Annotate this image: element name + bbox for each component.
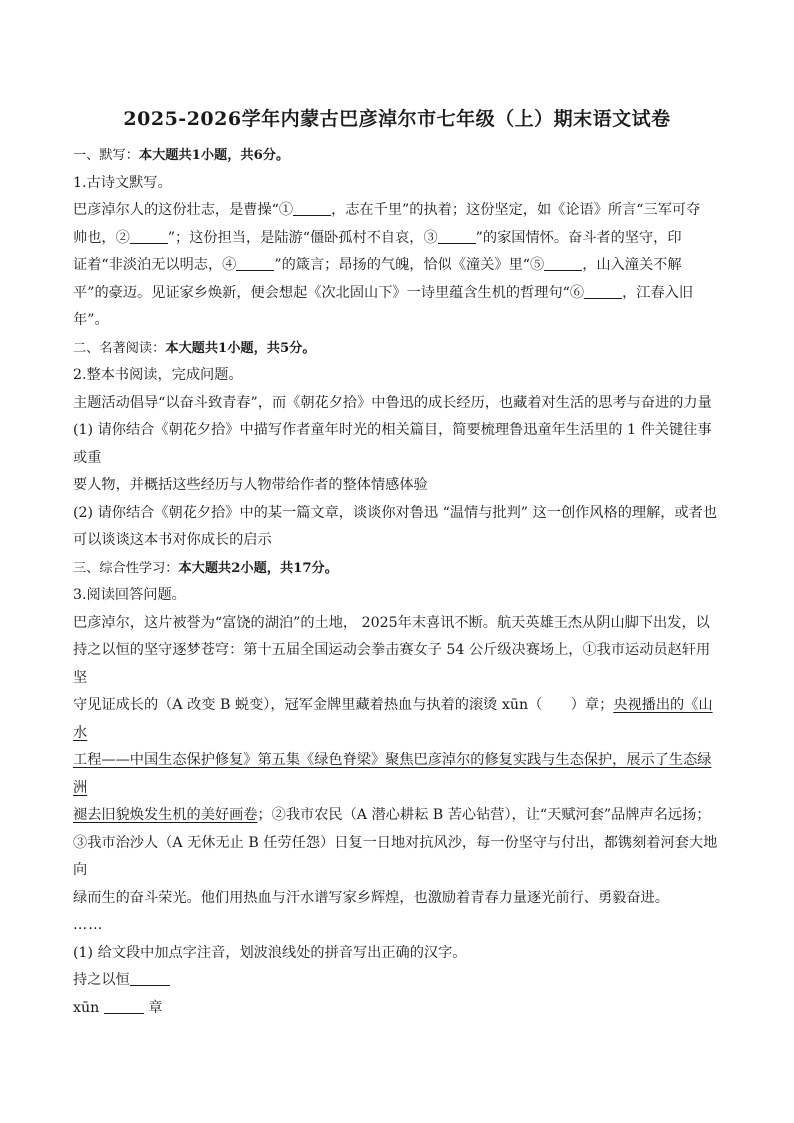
text: 巴彦淖尔人的这份壮志，是曹操“① <box>73 202 294 218</box>
text: 证着“非淡泊无以明志，④ <box>73 257 237 273</box>
ellipsis: …… <box>73 917 104 933</box>
blank-4[interactable] <box>236 256 274 271</box>
answer-line-1 <box>73 967 721 995</box>
section-detail: 本大题共2小题，共17分。 <box>178 560 338 576</box>
blank-6[interactable] <box>584 284 622 299</box>
answer-line-2 <box>73 995 721 1023</box>
section-prefix: 一、默写： <box>73 148 139 163</box>
question-stem-2: 2.整本书阅读，完成问题。 <box>73 367 243 383</box>
passage-line <box>73 692 721 747</box>
passage-line: 绿而生的奋斗荣光。他们用热血与汗水谱写家乡辉煌，也激励着青春力量逐光前行、勇毅奋进。 <box>73 889 669 906</box>
poem-line <box>73 252 721 280</box>
text: ”的箴言；昂扬的气魄，恰似《潼关》里“⑤ <box>274 257 545 273</box>
text: ”的家国情怀。奋斗者的坚守，印 <box>475 229 682 246</box>
underlined-text: 央视播出的《山水 <box>73 697 713 741</box>
subquestion-2-cont: 可以谈谈这本书对你成长的启示 <box>73 532 272 548</box>
text: xūn <box>73 999 100 1016</box>
exam-content <box>73 142 721 1022</box>
text: 守见证成长的（A 改变 B 蜕变），冠军金牌里藏着热血与执着的滚烫 xūn（ ）章； <box>73 697 614 713</box>
subquestion-3-1: (1) 给文段中加点字注音，划波浪线处的拼音写出正确的汉字。 <box>73 944 467 961</box>
question-stem-1: 1.古诗文默写。 <box>73 174 172 191</box>
blank-5[interactable] <box>544 256 582 271</box>
blank-3[interactable] <box>438 229 476 244</box>
passage-line: ③我市治沙人（A 无休无止 B 任劳任怨）日复一日地对抗风沙，每一份坚守与付出，都镌刻着河套大地向 <box>73 834 718 878</box>
subquestion-1: (1) 请你结合《朝花夕拾》中描写作者童年时光的相关篇目，简要梳理鲁迅童年生活里的 1 件关键往事或重 <box>73 422 712 466</box>
blank-2[interactable] <box>130 229 168 244</box>
answer-blank-2[interactable] <box>104 999 144 1014</box>
passage-line <box>73 802 721 830</box>
section-heading-1 <box>73 142 721 170</box>
section-prefix: 三、综合性学习： <box>73 560 179 576</box>
text: ，山入潼关不解 <box>582 257 682 273</box>
poem-line <box>73 225 721 253</box>
blank-1[interactable] <box>293 201 331 216</box>
text: ”；这份担当，是陆游“僵卧孤村不自哀，③ <box>167 229 438 246</box>
passage-line <box>73 747 721 802</box>
answer-blank-1[interactable] <box>130 971 170 986</box>
text: ，江春入旧 <box>622 284 694 301</box>
section-prefix: 二、名著阅读： <box>73 340 166 356</box>
subquestion-1-cont: 要人物，并概括这些经历与人物带给作者的整体情感体验 <box>73 477 428 493</box>
text: ，志在千里”的执着；这份坚定，如《论语》所言“三军可夺 <box>331 202 701 218</box>
underlined-text: 工程——中国生态保护修复》第五集《绿色脊梁》聚焦巴彦淖尔的修复实践与生态保护，展示了生态绿洲 <box>73 752 712 796</box>
section-detail: 本大题共1小题，共6分。 <box>138 148 290 163</box>
subquestion-2: (2) 请你结合《朝花夕拾》中的某一篇文章，谈谈你对鲁迅 “温情与批判” 这一创作风格的理解，或者也 <box>73 504 718 521</box>
text: 章 <box>148 999 163 1016</box>
poem-line <box>73 197 721 225</box>
passage-line: 持之以恒的坚守逐梦苍穹：第十五届全国运动会拳击赛女子 54 公斤级决赛场上，①我市运动员赵轩用坚 <box>73 642 711 686</box>
section-detail: 本大题共1小题，共5分。 <box>165 340 316 356</box>
text: 平”的豪迈。见证家乡焕新，便会想起《次北固山下》一诗里蕴含生机的哲理句“⑥ <box>73 284 585 301</box>
section-heading-2 <box>73 335 721 363</box>
page-title: 2025-2026学年内蒙古巴彦淖尔市七年级（上）期末语文试卷 <box>123 108 671 130</box>
underlined-text: 褪去旧貌焕发生机的美好画卷 <box>73 807 258 823</box>
question-stem-3: 3.阅读回答问题。 <box>73 587 186 603</box>
section-heading-3 <box>73 555 721 583</box>
text: ；②我市农民（A 潜心耕耘 B 苦心钻营），让“天赋河套”品牌声名远扬； <box>257 807 711 823</box>
text: 帅也，② <box>73 229 130 246</box>
poem-line: 年”。 <box>73 312 109 328</box>
passage-line: 巴彦淖尔，这片被誉为“富饶的湖泊”的土地， 2025年末喜讯不断。航天英雄王杰从阴山脚下出发，以 <box>73 614 710 631</box>
text: 持之以恒 <box>73 972 130 988</box>
poem-line <box>73 280 721 308</box>
paragraph: 主题活动倡导“以奋斗致青春”，而《朝花夕拾》中鲁迅的成长经历，也藏着对生活的思考与奋进的力量 <box>73 394 712 411</box>
